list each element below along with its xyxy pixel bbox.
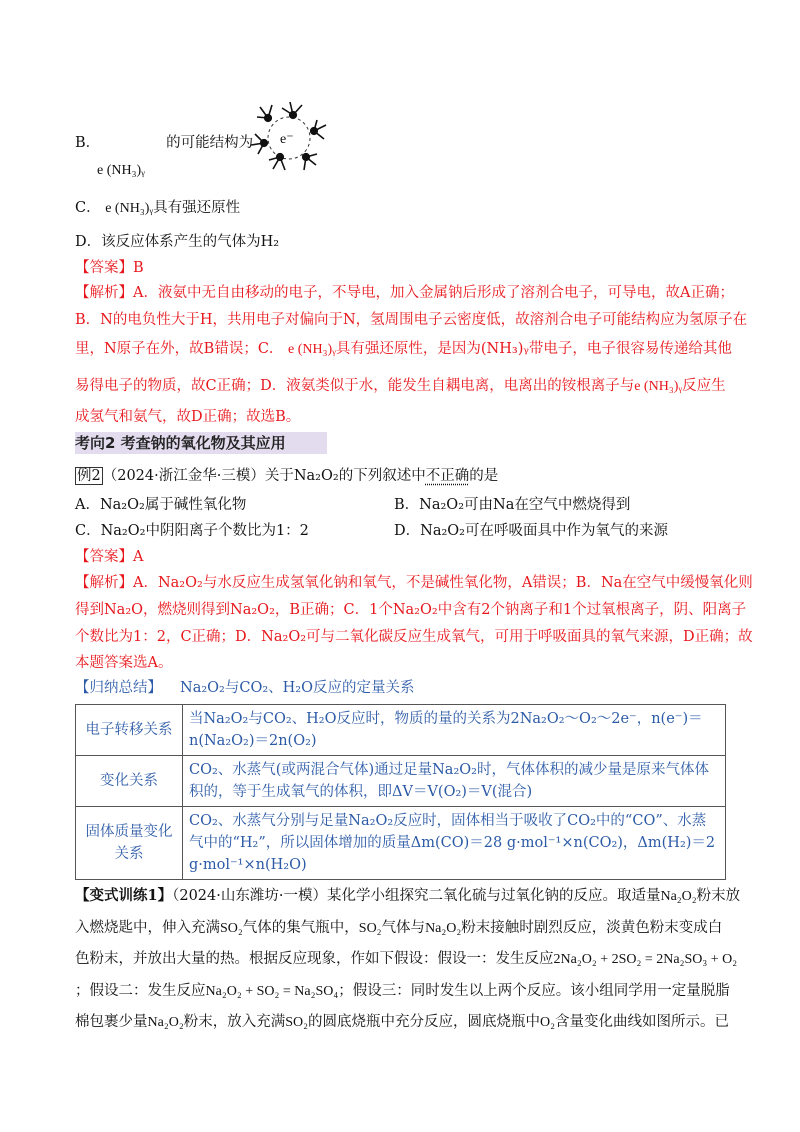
formula: Na₂O₂ + SO₂ = Na₂SO₄ [205,983,339,999]
option-b [75,133,253,153]
row-value: CO₂、水蒸气(或两混合气体)通过足量Na₂O₂时，气体体积的减少量是原来气体体积的，等于生成氧气的体积，即ΔV＝V(O₂)＝V(混合) [183,756,726,807]
row-key: 固体质量变化关系 [76,807,183,880]
row-key: 电子转移关系 [76,705,183,756]
answer-1: 【答案】B [75,260,144,276]
formula: Na₂O₂ [660,889,697,904]
electron-label: e⁻ [280,132,294,147]
option-c-text: 具有强还原性 [153,200,241,216]
table-row [76,705,726,756]
solvated-electron-diagram [246,99,332,175]
example-2-option-a: A．Na₂O₂属于碱性氧化物 [75,497,247,513]
analysis-1-line-5: 成氢气和氨气，故D正确；故选B。 [75,409,301,425]
formula-e-nh3: e (NH₃)ᵧ [288,342,336,357]
formula: SO₂ [358,920,382,936]
summary-table [75,704,726,880]
example-tag: 例2 [77,468,101,484]
formula: Na₂O₂ [147,1015,184,1030]
analysis-1-line-1: 【解析】A．液氨中无自由移动的电子，不导电，加入金属钠后形成了溶剂合电子，可导电，故A正确； [75,285,734,301]
summary-title: Na₂O₂与CO₂、H₂O反应的定量关系 [180,680,415,696]
practice-line-4: ；假设二：发生反应Na₂O₂ + SO₂ = Na₂SO₄；假设三：同时发生以上两个反应。该小组同学用一定量脱脂 [75,982,730,999]
analysis-1-line-4: 易得电子的物质，故C正确；D．液氨类似于水，能发生自耦电离，电离出的铵根离子与e (NH₃)ᵧ反应生 [75,378,726,394]
row-value: 当Na₂O₂与CO₂、H₂O反应时，物质的量的关系为2Na₂O₂～O₂～2e⁻，n(e⁻)＝n(Na₂O₂)＝2n(O₂) [183,705,726,756]
option-d: D．该反应体系产生的气体为H₂ [75,234,280,250]
example-2-option-c: C．Na₂O₂中阴阳离子个数比为1：2 [75,523,309,539]
analysis-2-line-3: 个数比为1：2，C正确；D．Na₂O₂可与二氧化碳反应生成氧气，可用于呼吸面具的氧气来源，D正确；故 [75,629,753,645]
practice-line-5: 棉包裹少量Na₂O₂粉末，放入充满SO₂的圆底烧瓶中充分反应，圆底烧瓶中O₂含量变化曲线如图所示。已 [75,1014,729,1030]
option-b-formula: e (NH₃)ᵧ [97,163,145,178]
formula: 2Na₂O₂ + 2SO₂ = 2Na₂SO₃ + O₂ [553,952,738,967]
formula: SO₂ [285,1015,308,1030]
option-c-label: C． [75,200,101,216]
summary-label: 【归纳总结】 [75,680,162,696]
practice-line-2: 入燃烧匙中，伸入充满SO₂气体的集气瓶中，SO₂气体与Na₂O₂粉末接触时剧烈反应，淡黄色粉末变成白 [75,919,723,936]
analysis-2-line-1: 【解析】A．Na₂O₂与水反应生成氢氧化钠和氧气，不是碱性氧化物，A错误；B．Na在空气中缓慢氧化则 [75,575,753,591]
example-2-question: 例2 （2024·浙江金华·三模）关于Na₂O₂的下列叙述中不正确的是 [77,468,499,484]
analysis-2-line-2: 得到Na₂O，燃烧则得到Na₂O₂，B正确；C．1个Na₂O₂中含有2个钠离子和1个过氧根离子，阴、阳离子 [75,602,747,618]
example-2-option-d: D．Na₂O₂可在呼吸面具中作为氧气的来源 [394,523,668,539]
table-row [76,807,726,880]
practice-line-1: 【变式训练1】（2024·山东潍坊·一模）某化学小组探究二氧化硫与过氧化钠的反应。取适量Na₂O₂粉末放 [75,887,741,904]
row-key: 变化关系 [76,756,183,807]
option-b-text: 的可能结构为 [166,135,254,151]
formula: O₂ [539,1015,555,1030]
option-c-formula: e (NH₃)ᵧ [105,201,154,216]
analysis-1-line-2: B．N的电负性大于H，共用电子对偏向于N，氢周围电子云密度低，故溶剂合电子可能结构应为氢原子在 [75,312,748,328]
formula: Na₂O₂ [425,920,462,936]
table-row [76,756,726,807]
formula: SO₂ [220,920,243,936]
example-2-option-b: B．Na₂O₂可由Na在空气中燃烧得到 [394,497,631,513]
summary-header [75,678,414,698]
formula-e-nh3: e (NH₃)ᵧ [634,379,683,394]
section-heading: 考向2 考查钠的氧化物及其应用 [75,432,327,454]
row-value: CO₂、水蒸气分别与足量Na₂O₂反应时，固体相当于吸收了CO₂中的“CO”、水蒸气中的“H₂”，所以固体增加的质量Δm(CO)＝28 g·mol⁻¹×n(CO₂)，Δm(H₂)＝2 g·mol⁻¹×n(H₂O) [183,807,726,880]
practice-line-3: 色粉末，并放出大量的热。根据反应现象，作如下假设：假设一：发生反应2Na₂O₂ + 2SO₂ = 2Na₂SO₃ + O₂ [75,951,738,967]
option-b-label: B． [75,135,101,151]
practice-label: 【变式训练1】 [75,887,173,904]
emphasis-text: 不正确 [425,468,470,484]
analysis-2-line-4: 本题答案选A。 [75,655,173,671]
answer-2: 【答案】A [75,549,144,565]
analysis-1-line-3: 里，N原子在外，故B错误；C． e (NH₃)ᵧ具有强还原性，是因为(NH₃)ᵧ带电子，电子很容易传递给其他 [75,341,732,357]
practice-1 [75,881,741,1039]
option-c [75,198,240,219]
